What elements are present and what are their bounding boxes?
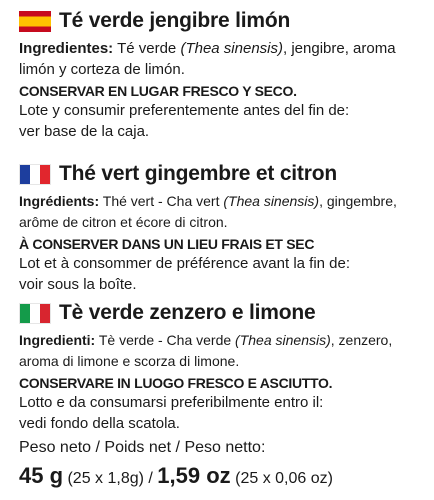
section-spanish (19, 4, 429, 142)
lot-line1-italian: Lotto e da consumarsi preferibilmente entro il: (19, 394, 324, 411)
title-row-italian (19, 296, 429, 330)
ingredients-latin-french: (Thea sinensis) (223, 193, 320, 209)
title-row-french (19, 157, 429, 191)
ingredients-italian (19, 330, 429, 351)
ingredients-latin-italian: (Thea sinensis) (235, 332, 331, 348)
weight-grams: 45 g (19, 463, 64, 488)
ingredients-french (19, 191, 429, 212)
ingredients-latin-spanish: (Thea sinensis) (180, 40, 283, 57)
ingredients-label-spanish: Ingredientes: (19, 40, 114, 57)
title-row-spanish (19, 4, 429, 38)
weight-ounces-detail: (25 x 0,06 oz) (230, 470, 333, 487)
storage-italian: CONSERVARE IN LUOGO FRESCO E ASCIUTTO. (19, 375, 333, 391)
title-spanish: Té verde jengibre limón (59, 9, 291, 32)
ingredients-text-french-end: , gingembre, (319, 193, 397, 209)
ingredients-line2-spanish: limón y corteza de limón. (19, 61, 185, 78)
spain-flag-icon (19, 11, 51, 32)
title-italian: Tè verde zenzero e limone (59, 301, 316, 324)
weight-grams-detail: (25 x 1,8g) / (63, 470, 158, 487)
ingredients-text-spanish-end: , jengibre, aroma (283, 40, 396, 57)
ingredients-spanish (19, 38, 429, 59)
net-weight (19, 436, 429, 493)
title-french: Thé vert gingembre et citron (59, 162, 337, 185)
ingredients-text-italian: Tè verde - Cha verde (95, 332, 236, 348)
ingredients-text-italian-end: , zenzero, (330, 332, 393, 348)
lot-line1-spanish: Lote y consumir preferentemente antes del fin de: (19, 102, 350, 119)
section-italian (19, 296, 429, 434)
net-weight-values (19, 462, 429, 493)
ingredients-line2-italian: aroma di limone e scorza di limone. (19, 353, 240, 369)
storage-spanish: CONSERVAR EN LUGAR FRESCO Y SECO. (19, 83, 297, 99)
storage-french: À CONSERVER DANS UN LIEU FRAIS ET SEC (19, 236, 315, 252)
net-weight-label: Peso neto / Poids net / Peso netto: (19, 439, 266, 456)
italy-flag-icon (19, 303, 51, 324)
ingredients-label-italian: Ingredienti: (19, 332, 96, 348)
lot-line2-french: voir sous la boîte. (19, 276, 137, 293)
section-french (19, 157, 429, 295)
france-flag-icon (19, 164, 51, 185)
lot-line2-spanish: ver base de la caja. (19, 123, 150, 140)
ingredients-line2-french: arôme de citron et écore di citron. (19, 214, 228, 230)
ingredients-text-spanish: Té verde (113, 40, 181, 57)
weight-ounces: 1,59 oz (157, 463, 231, 488)
ingredients-label-french: Ingrédients: (19, 193, 100, 209)
ingredients-text-french: Thé vert - Cha vert (99, 193, 224, 209)
lot-line1-french: Lot et à consommer de préférence avant la fin de: (19, 255, 351, 272)
lot-line2-italian: vedi fondo della scatola. (19, 415, 180, 432)
